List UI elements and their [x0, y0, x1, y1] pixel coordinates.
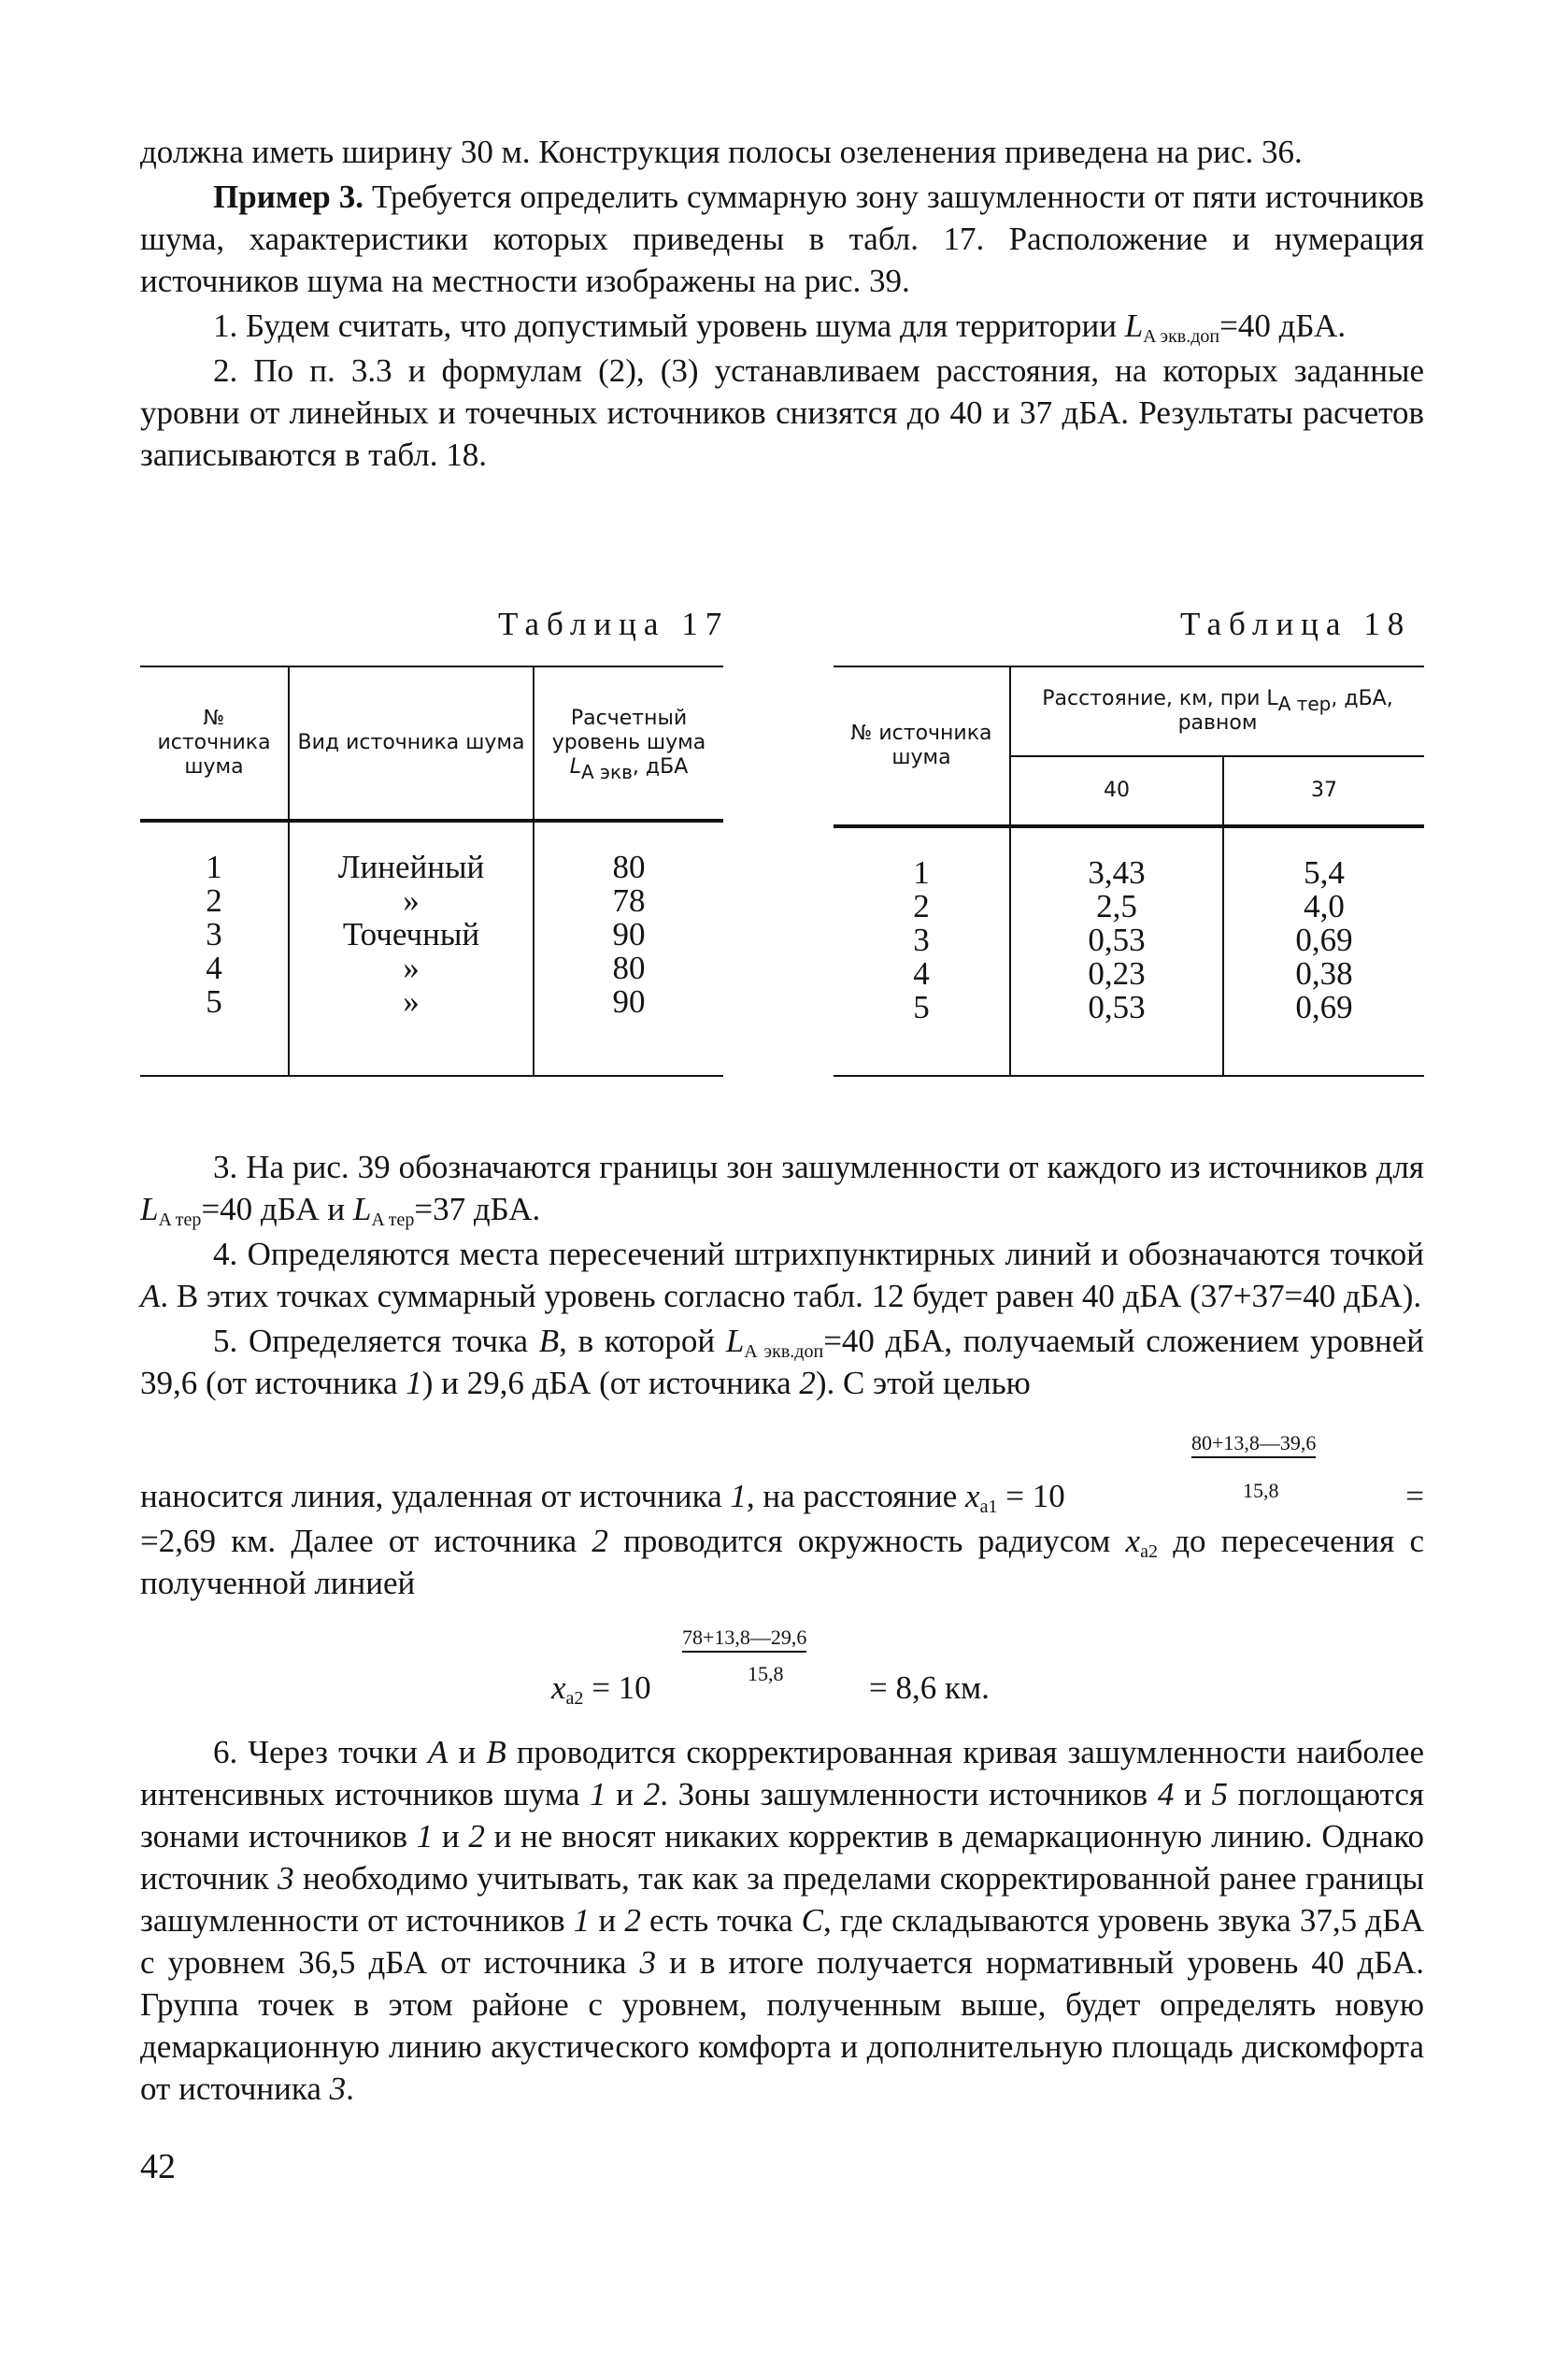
item-5-source-1: 1 — [406, 1365, 422, 1401]
item-1-value: =40 дБА. — [1219, 308, 1347, 344]
formula-1-denominator: 15,8 — [1243, 1479, 1279, 1502]
item-6-text-11: и — [590, 1902, 625, 1939]
item-6-text-2: и — [448, 1734, 487, 1770]
item-6-source-2c: 2 — [624, 1902, 641, 1939]
t18-col-number: 1 2 3 4 5 — [834, 826, 1010, 1076]
item-6-source-3c: 3 — [329, 2070, 347, 2107]
t17-header-level — [534, 666, 723, 821]
formula-1-text-4: до пересечения с полученной линией — [140, 1523, 1424, 1601]
t17-header-level-unit: , дБА — [632, 755, 689, 779]
t17-col-level: 80 78 90 80 90 — [612, 849, 646, 1020]
item-6-text-9: и не вносят никаких корректив в демаркационную линию. Однако источник — [140, 1818, 1425, 1897]
item-6-text-4: и — [606, 1776, 644, 1812]
item-3 — [140, 1146, 1424, 1230]
formula-2 — [551, 1669, 651, 1707]
item-6-text-14: и в итоге получается нормативный уровень 40 дБА. Группа точек в этом районе с уровнем, полученным выше, будет определять новую демаркационную линию акустического комфорта и дополнительную площадь дискомфорта от источника — [140, 1944, 1425, 2107]
formula-1-line — [140, 1475, 1424, 1517]
item-6-text-13: , где складываются уровень звука 37,5 дБА с уровнем 36,5 дБА от источника — [140, 1902, 1424, 1981]
item-3-symbol-2: L — [352, 1191, 372, 1227]
formula-2-subscript: a2 — [565, 1688, 584, 1709]
item-6-text-7: поглощаются зонами источников — [140, 1776, 1424, 1855]
example-text: Требуется определить суммарную зону зашумленности от пяти источников шума, характеристики которых приведены в табл. 17. Расположение и нумерация источников шума на местности изображены на рис. 39. — [140, 179, 1425, 299]
item-6-point-a: А — [427, 1734, 449, 1770]
table-17 — [140, 666, 723, 1077]
text-middle — [140, 1146, 1424, 1407]
item-6-source-1: 1 — [590, 1776, 606, 1812]
formula-1-base: = 10 — [997, 1478, 1065, 1514]
formula-1-text: наносится линия, удаленная от источника — [140, 1478, 731, 1514]
item-3-value-1: =40 дБА и — [201, 1191, 353, 1227]
item-6-source-2b: 2 — [468, 1818, 485, 1855]
formula-1-source: 1 — [730, 1478, 747, 1514]
formula-1-numerator: 80+13,8—39,6 — [1191, 1430, 1316, 1458]
item-6-text-8: и — [433, 1818, 469, 1855]
item-3-subscript-1: A тер — [158, 1210, 202, 1230]
item-4-point: А — [140, 1278, 161, 1314]
t18-header-distance-subscript: A тер — [1277, 693, 1332, 715]
item-3-text: 3. На рис. 39 обозначаются границы зон зашумленности от каждого из источников для — [213, 1149, 1424, 1185]
t17-col-type: Линейный » Точечный » » — [289, 821, 534, 1076]
item-5-text-2: , в которой — [559, 1323, 726, 1359]
t18-header-number: № источника шума — [834, 666, 1010, 826]
paragraph-1: должна иметь ширину 30 м. Конструкция полосы озеленения приведена на рис. 36. — [140, 134, 1303, 170]
formula-1-symbol-2: x — [1125, 1523, 1141, 1559]
item-2: 2. По п. 3.3 и формулам (2), (3) устанавливаем расстояния, на которых заданные уровни от линейных и точечных источников снизятся до 40 и 37 дБА. Результаты расчетов записываются в табл. 18. — [140, 352, 1424, 473]
table-18 — [834, 666, 1424, 1077]
item-1 — [140, 305, 1424, 347]
item-5-point: В — [538, 1323, 560, 1359]
item-6-text-5: . Зоны зашумленности источников — [660, 1776, 1158, 1812]
item-6-source-4: 4 — [1157, 1776, 1175, 1812]
t17-col-number: 1 2 3 4 5 — [140, 821, 289, 1076]
item-6-text-end: . — [346, 2070, 354, 2107]
formula-1-subscript-2: a2 — [1140, 1541, 1158, 1562]
table-18-caption: Таблица 18 — [1180, 606, 1412, 642]
formula-1-text-3: проводится окружность радиусом — [607, 1523, 1126, 1559]
item-5-source-2: 2 — [799, 1365, 816, 1401]
item-6 — [140, 1731, 1424, 2110]
item-4-text: 4. Определяются места пересечений штрихпунктирных линий и обозначаются точкой — [213, 1236, 1424, 1272]
item-3-symbol-1: L — [140, 1191, 159, 1227]
formula-1-text-2: , на расстояние — [746, 1478, 966, 1514]
formula-1-result: =2,69 км. Далее от источника — [140, 1523, 592, 1559]
item-4-text-end: . В этих точках суммарный уровень согласно табл. 12 будет равен 40 дБА (37+37=40 дБА). — [160, 1278, 1422, 1314]
t18-header-37: 37 — [1223, 756, 1424, 826]
formula-1-symbol: x — [965, 1478, 980, 1514]
item-5-text-3: =40 дБА, получаемый сложением уровней 39,6 (от источника — [140, 1323, 1425, 1401]
formula-1-continued — [140, 1520, 1424, 1604]
formula-1-source-2: 2 — [592, 1523, 608, 1559]
formula-2-numerator: 78+13,8—29,6 — [682, 1625, 806, 1653]
item-1-symbol: L — [1124, 308, 1144, 344]
item-1-subscript: A экв.доп — [1143, 326, 1220, 347]
formula-1-subscript: a1 — [979, 1497, 998, 1517]
item-6-text: 6. Через точки — [213, 1734, 428, 1770]
item-6-text-12: есть точка — [640, 1902, 802, 1939]
item-5-symbol: L — [725, 1323, 745, 1359]
t18-header-distance-unit: , дБА, равном — [1177, 687, 1393, 735]
formula-2-symbol: x — [551, 1669, 566, 1706]
item-6-source-3: 3 — [278, 1860, 294, 1897]
item-3-value-2: =37 дБА. — [414, 1191, 541, 1227]
example-label: Пример 3. — [213, 179, 363, 215]
t17-header-level-symbol: L — [569, 755, 582, 779]
t17-header-type: Вид источника шума — [289, 666, 534, 821]
item-5-subscript: A экв.доп — [744, 1341, 824, 1362]
item-6-point-c: С — [801, 1902, 824, 1939]
paragraph-example — [140, 176, 1424, 302]
item-6-source-1b: 1 — [416, 1818, 434, 1855]
item-6-point-b: В — [486, 1734, 506, 1770]
t18-col-40: 3,43 2,5 0,53 0,23 0,53 — [1010, 826, 1223, 1076]
item-4 — [140, 1233, 1424, 1317]
item-5 — [140, 1320, 1424, 1404]
formula-1-equals: = — [1405, 1478, 1424, 1514]
t18-header-distance — [1010, 666, 1424, 756]
t18-header-40: 40 — [1010, 756, 1223, 826]
item-5-text-4: ) и 29,6 дБА (от источника — [421, 1365, 800, 1401]
page-number: 42 — [140, 2147, 176, 2186]
item-5-text: 5. Определяется точка — [213, 1323, 539, 1359]
t17-header-number: № источника шума — [140, 666, 289, 821]
item-5-text-5: ). С этой целью — [815, 1365, 1031, 1401]
item-6-source-2: 2 — [643, 1776, 661, 1812]
item-6-text-3: проводится скорректированная кривая зашумленности наиболее интенсивных источников шума — [140, 1734, 1424, 1812]
formula-2-denominator: 15,8 — [748, 1662, 784, 1685]
formula-2-result: = 8,6 км. — [869, 1669, 990, 1706]
t18-col-37: 5,4 4,0 0,69 0,38 0,69 — [1295, 854, 1353, 1025]
item-6-text-6: и — [1174, 1776, 1212, 1812]
text-formula-1 — [140, 1475, 1424, 1607]
item-1-text: 1. Будем считать, что допустимый уровень шума для территории — [213, 308, 1125, 344]
item-3-subscript-2: A тер — [371, 1210, 415, 1230]
text-bottom — [140, 1731, 1424, 2112]
table-17-caption: Таблица 17 — [498, 606, 730, 642]
item-6-text-10: необходимо учитывать, так как за пределами скорректированной ранее границы зашумленности от источников — [140, 1860, 1424, 1939]
item-6-source-1c: 1 — [573, 1902, 591, 1939]
formula-2-base: = 10 — [583, 1669, 651, 1706]
item-6-source-3b: 3 — [639, 1944, 657, 1981]
t17-header-level-subscript: A экв — [581, 761, 633, 783]
item-6-source-5: 5 — [1211, 1776, 1228, 1812]
text-top — [140, 131, 1424, 479]
t18-header-distance-text: Расстояние, км, при L — [1042, 687, 1278, 710]
t17-header-level-text: Расчетный уровень шума — [551, 707, 706, 754]
